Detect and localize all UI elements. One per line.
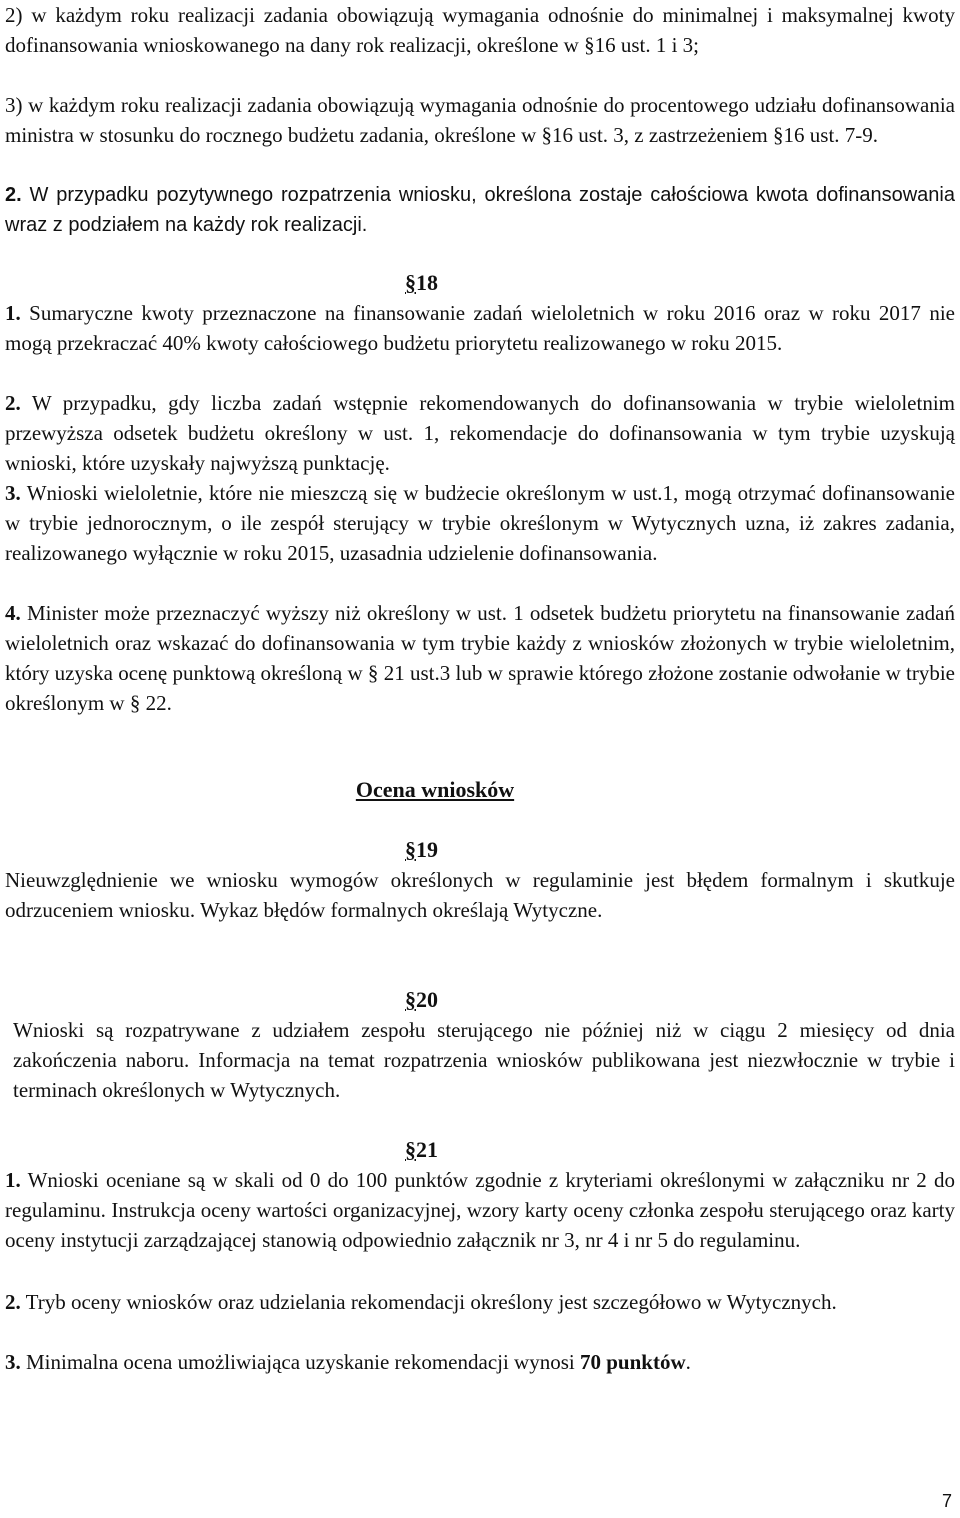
section-symbol: § bbox=[405, 270, 416, 295]
paragraph-number: 1. bbox=[5, 1168, 21, 1192]
paragraph-number: 4. bbox=[5, 601, 21, 625]
section-number: 18 bbox=[416, 270, 438, 295]
paragraph-text-end: . bbox=[685, 1350, 691, 1374]
paragraph-number: 2. bbox=[5, 1290, 21, 1314]
paragraph-text: W przypadku pozytywnego rozpatrzenia wniosku, określona zostaje całościowa kwota dofinansowania wraz z podziałem na każdy rok realizacji. bbox=[5, 184, 955, 236]
section-symbol: § bbox=[405, 987, 416, 1012]
s18-paragraph-4 bbox=[5, 598, 955, 718]
section-number: 19 bbox=[416, 837, 438, 862]
list-item-2: 2) w każdym roku realizacji zadania obowiązują wymagania odnośnie do minimalnej i maksymalnej kwoty dofinansowania wnioskowanego na dany rok realizacji, określone w §16 ust. 1 i 3; bbox=[5, 3, 955, 57]
paragraph-number: 1. bbox=[5, 301, 21, 325]
section-21-title bbox=[405, 1135, 485, 1165]
paragraph-2 bbox=[5, 180, 955, 240]
page-number: 7 bbox=[942, 1491, 953, 1511]
list-item-3: 3) w każdym roku realizacji zadania obowiązują wymagania odnośnie do procentowego udziału dofinansowania ministra w stosunku do rocznego budżetu zadania, określone w §16 ust. 3, z zastrzeżeniem §16 ust. 7-9. bbox=[5, 93, 955, 147]
section-20-title bbox=[405, 985, 485, 1015]
section-number: 20 bbox=[416, 987, 438, 1012]
s18-paragraph-3 bbox=[5, 478, 955, 568]
paragraph-text: Tryb oceny wniosków oraz udzielania rekomendacji określony jest szczegółowo w Wytycznych. bbox=[25, 1290, 837, 1314]
section-symbol: § bbox=[405, 1137, 416, 1162]
paragraph-text: Wnioski wieloletnie, które nie mieszczą się w budżecie określonym w ust.1, mogą otrzymać dofinansowanie w trybie jednorocznym, o ile zespół sterujący w trybie określonym w Wytycznych uzna, iż zakres zadania, realizowanego wyłącznie w roku 2015, uzasadnia udzielenie dofinansowania. bbox=[5, 481, 955, 565]
s18-paragraph-1 bbox=[5, 298, 955, 358]
s18-paragraph-2 bbox=[5, 388, 955, 478]
chapter-heading: Ocena wniosków bbox=[355, 777, 515, 802]
s20-paragraph: Wnioski są rozpatrywane z udziałem zespołu sterującego nie później niż w ciągu 2 miesięcy od dnia zakończenia naboru. Informacja na temat rozpatrzenia wniosków publikowana jest niezwłocznie w trybie i terminach określonych w Wytycznych. bbox=[13, 1018, 955, 1102]
section-18-title bbox=[405, 268, 485, 298]
paragraph-text: W przypadku, gdy liczba zadań wstępnie rekomendowanych do dofinansowania w trybie wieloletnim przewyższa odsetek budżetu określony w ust. 1, rekomendacje do dofinansowania w tym trybie uzyskują wnioski, które uzyskały najwyższą punktację. bbox=[5, 391, 955, 475]
paragraph-number: 3. bbox=[5, 1350, 21, 1374]
section-number: 21 bbox=[416, 1137, 438, 1162]
paragraph-number: 2. bbox=[5, 184, 22, 206]
paragraph-number: 3. bbox=[5, 481, 21, 505]
s19-paragraph: Nieuwzględnienie we wniosku wymogów określonych w regulaminie jest błędem formalnym i skutkuje odrzuceniem wniosku. Wykaz błędów formalnych określają Wytyczne. bbox=[5, 868, 955, 922]
s21-paragraph-2 bbox=[5, 1287, 955, 1317]
section-19-title bbox=[405, 835, 485, 865]
s21-paragraph-3 bbox=[5, 1347, 955, 1377]
s21-paragraph-1 bbox=[5, 1165, 955, 1255]
paragraph-text: Minimalna ocena umożliwiająca uzyskanie rekomendacji wynosi bbox=[26, 1350, 580, 1374]
paragraph-text: Sumaryczne kwoty przeznaczone na finansowanie zadań wieloletnich w roku 2016 oraz w roku 2017 nie mogą przekraczać 40% kwoty całościowego budżetu priorytetu realizowanego w roku 2015. bbox=[5, 301, 955, 355]
section-symbol: § bbox=[405, 837, 416, 862]
paragraph-text: Wnioski oceniane są w skali od 0 do 100 punktów zgodnie z kryteriami określonymi w załączniku nr 2 do regulaminu. Instrukcja oceny wartości organizacyjnej, wzory karty oceny członka zespołu sterującego oraz karty oceny instytucji zarządzającej stanowią odpowiednio załącznik nr 3, nr 4 i nr 5 do regulaminu. bbox=[5, 1168, 955, 1252]
emphasis-score: 70 punktów bbox=[579, 1350, 686, 1374]
paragraph-text: Minister może przeznaczyć wyższy niż określony w ust. 1 odsetek budżetu priorytetu na finansowanie zadań wieloletnich oraz wskazać do dofinansowania w tym trybie każdy z wniosków złożonych w trybie wieloletnim, który uzyska ocenę punktową określoną w § 21 ust.3 lub w sprawie którego złożone zostanie odwołanie w trybie określonym w § 22. bbox=[5, 601, 955, 715]
paragraph-number: 2. bbox=[5, 391, 21, 415]
